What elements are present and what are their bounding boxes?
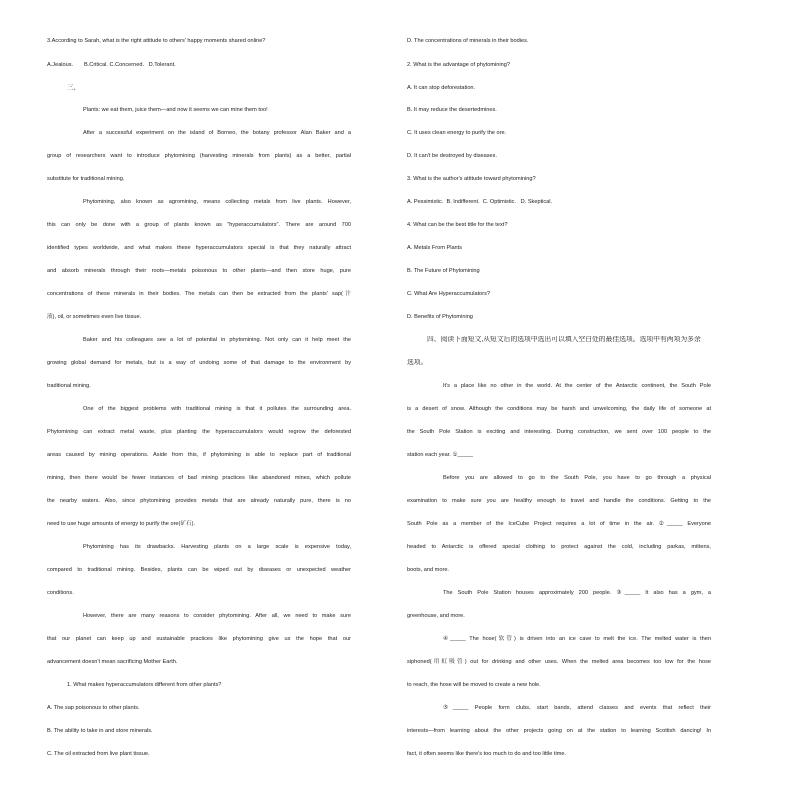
paragraph-line: interests—from learning about the other projects going on at the station to learning Scottish dancing! In — [407, 728, 711, 734]
question-4-option-a: A. Metals From Plants — [407, 245, 463, 251]
paragraph-line: Phytomining can extract metal waste, plus planting the hyperaccumulators would regrow the deforested — [47, 429, 351, 435]
paragraph-line: However, there are many reasons to consider phytomining. After all, we need to make sure — [83, 613, 351, 619]
paragraph-line: the South Pole Station is exciting and interesting. During construction, we sent over 100 people to the — [407, 429, 711, 435]
paragraph-line: areas caused by mining operations. Aside from this, if phytomining is able to replace part of traditional — [47, 452, 351, 458]
question-1-option-c: C. The oil extracted from live plant tissue. — [47, 751, 150, 757]
paragraph-line: this can only be done with a group of plants known as "hyperaccumulators". There are around 700 — [47, 222, 351, 228]
question-3-options: A.Jealous. B.Critical. C.Concerned. D.Tolerant. — [47, 62, 176, 68]
blank-3-line: The South Pole Station houses approximately 200 people. ③_____ It also has a gym, a — [443, 590, 711, 596]
paragraph-line: boots, and more. — [407, 567, 449, 573]
section-3-heading: 三、 — [67, 84, 80, 91]
paragraph-line: Baker and his colleagues see a lot of potential in phytomining. Not only can it help meet the — [83, 337, 351, 343]
paragraph-line: substitute for traditional mining. — [47, 176, 125, 182]
blank-2-line: South Pole as a member of the IceCube Project requires a lot of time in the air. ②_____ Everyone — [407, 521, 711, 527]
question-2-option-d: D. It can't be destroyed by diseases. — [407, 153, 497, 159]
paragraph-line: compared to traditional mining. Besides, plants can be wiped out by diseases or unexpected weather — [47, 567, 351, 573]
paragraph-line: that our planet can keep up and sustainable practices like phytomining give us the hope that our — [47, 636, 351, 642]
blank-4-line: ④_____ The hose(软管) is driven into an ice cave to melt the ice. The melted water is then — [443, 636, 711, 642]
paragraph-line: examination to make sure you are healthy enough to travel and handle the conditions. Getting to the — [407, 498, 711, 504]
paragraph-line: Phytomining has its drawbacks. Harvesting plants on a large scale is expensive today, — [83, 544, 351, 550]
question-3-stem: 3. What is the author's attitude toward phytomining? — [407, 176, 536, 182]
paragraph-line: the nearby waters. Also, since phytomining provides metals that are already naturally pure, there is no — [47, 498, 351, 504]
question-3-options: A. Pessimistic. B. Indifferent. C. Optimistic. D. Skeptical. — [407, 199, 553, 205]
question-4-option-c: C. What Are Hyperaccumulators? — [407, 291, 491, 297]
paragraph-line: Before you are allowed to go to the South Pole, you have to go through a physical — [443, 475, 711, 481]
paragraph-line: mining, then there would be fewer instances of bad mining practices like abandoned mines, which pollute — [47, 475, 351, 481]
paragraph-line: group of researchers want to introduce phytomining (harvesting minerals from plants) as a better, partial — [47, 153, 351, 159]
paragraph-line: need to use huge amounts of energy to purify the ore(矿石). — [47, 521, 196, 527]
question-1-option-b: B. The ability to take in and store minerals. — [47, 728, 153, 734]
paragraph-line: Phytomining, also known as agromining, means collecting metals from live plants. However, — [83, 199, 351, 205]
section-4-instructions: 四、阅读下面短文,从短文后的选项中选出可以填入空白处的最佳选项。选项中有两项为多余 — [427, 336, 701, 343]
question-3-stem: 3.According to Sarah, what is the right attitude to others' happy moments shared online? — [47, 38, 266, 44]
paragraph-line: headed to Antarctic is offered special clothing to protect against the cold, including parkas, mittens, — [407, 544, 711, 550]
paragraph-line: concentrations of these minerals in their bodies. The metals can then be extracted from the plants' sap(汁 — [47, 291, 351, 297]
question-1-option-a: A. The sap poisonous to other plants. — [47, 705, 140, 711]
paragraph-line: siphoned(用虹吸管) out for drinking and other uses. When the melted area becomes too low for the hose — [407, 659, 711, 665]
paragraph-line: and absorb minerals through their roots—metals poisonous to other plants—and then store huge, pure — [47, 268, 351, 274]
paragraph-line: advancement doesn't mean sacrificing Mother Earth. — [47, 659, 178, 665]
question-2-option-b: B. It may reduce the desertedmines. — [407, 107, 497, 113]
question-1-stem: 1. What makes hyperaccumulators different from other plants? — [67, 682, 222, 688]
question-2-option-c: C. It uses clean energy to purify the ore. — [407, 130, 507, 136]
paragraph-line: is a desert of snow. Although the conditions may be harsh and unwelcoming, the daily life of someone at — [407, 406, 711, 412]
paragraph-line: After a successful experiment on the island of Borneo, the botany professor Alan Baker and a — [83, 130, 351, 136]
paragraph-line: 液), oil, or sometimes even live tissue. — [47, 314, 142, 320]
question-4-option-d: D. Benefits of Phytomining — [407, 314, 473, 320]
paragraph-line: to reach, the hose will be moved to create a new hole. — [407, 682, 541, 688]
question-2-option-a: A. It can stop deforestation. — [407, 85, 476, 91]
question-4-option-b: B. The Future of Phytomining — [407, 268, 480, 274]
section-4-instructions-cont: 选项。 — [407, 359, 428, 366]
question-2-stem: 2. What is the advantage of phytomining? — [407, 62, 510, 68]
paragraph-line: greenhouse, and more. — [407, 613, 465, 619]
paragraph-line: traditional mining. — [47, 383, 91, 389]
blank-5-line: ⑤_____ People form clubs, start bands, attend classes and events that reflect their — [443, 705, 711, 711]
blank-1-line: station each year. ①_____ — [407, 452, 473, 458]
paragraph-line: growing global demand for metals, but is a way of undoing some of that damage to the environment by — [47, 360, 351, 366]
passage-title: Plants: we eat them, juice them—and now it seems we can mine them too! — [83, 107, 268, 113]
paragraph-line: It's a place like no other in the world. At the center of the Antarctic continent, the South Pole — [443, 383, 711, 389]
paragraph-line: identified types worldwide, and what makes these hyperaccumulators special is that they naturally attract — [47, 245, 351, 251]
question-4-stem: 4. What can be the best title for the text? — [407, 222, 508, 228]
paragraph-line: conditions. — [47, 590, 74, 596]
question-1-option-d: D. The concentrations of minerals in their bodies. — [407, 38, 529, 44]
paragraph-line: fact, it often seems like there's too much to do and too little time. — [407, 751, 567, 757]
paragraph-line: One of the biggest problems with traditional mining is that it pollutes the surrounding area. — [83, 406, 351, 412]
